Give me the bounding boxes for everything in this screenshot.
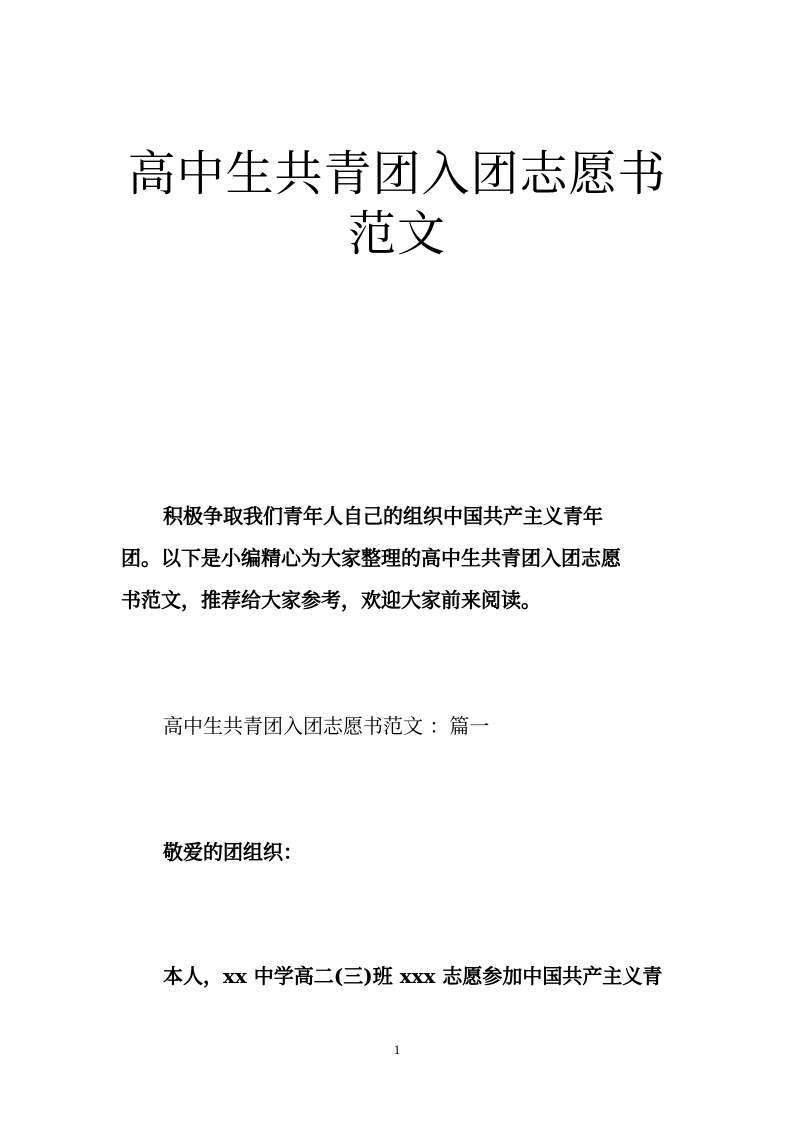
salutation: 敬爱的团组织： (163, 840, 303, 864)
intro-paragraph-line-2: 团。以下是小编精心为大家整理的高中生共青团入团志愿 (121, 546, 621, 570)
document-title-line-2: 范文 (347, 206, 446, 262)
page-number: 1 (393, 1042, 401, 1057)
intro-paragraph-line-3: 书范文，推荐给大家参考，欢迎大家前来阅读。 (121, 588, 541, 612)
section-heading: 高中生共青团入团志愿书范文 ：篇一 (163, 714, 490, 738)
body-paragraph-line-1: 本人，xx 中学高二(三)班 xxx 志愿参加中国共产主义青 (163, 964, 663, 988)
document-title-line-1: 高中生共青团入团志愿书 (127, 146, 667, 202)
intro-paragraph-line-1: 积极争取我们青年人自己的组织中国共产主义青年 (163, 504, 603, 528)
